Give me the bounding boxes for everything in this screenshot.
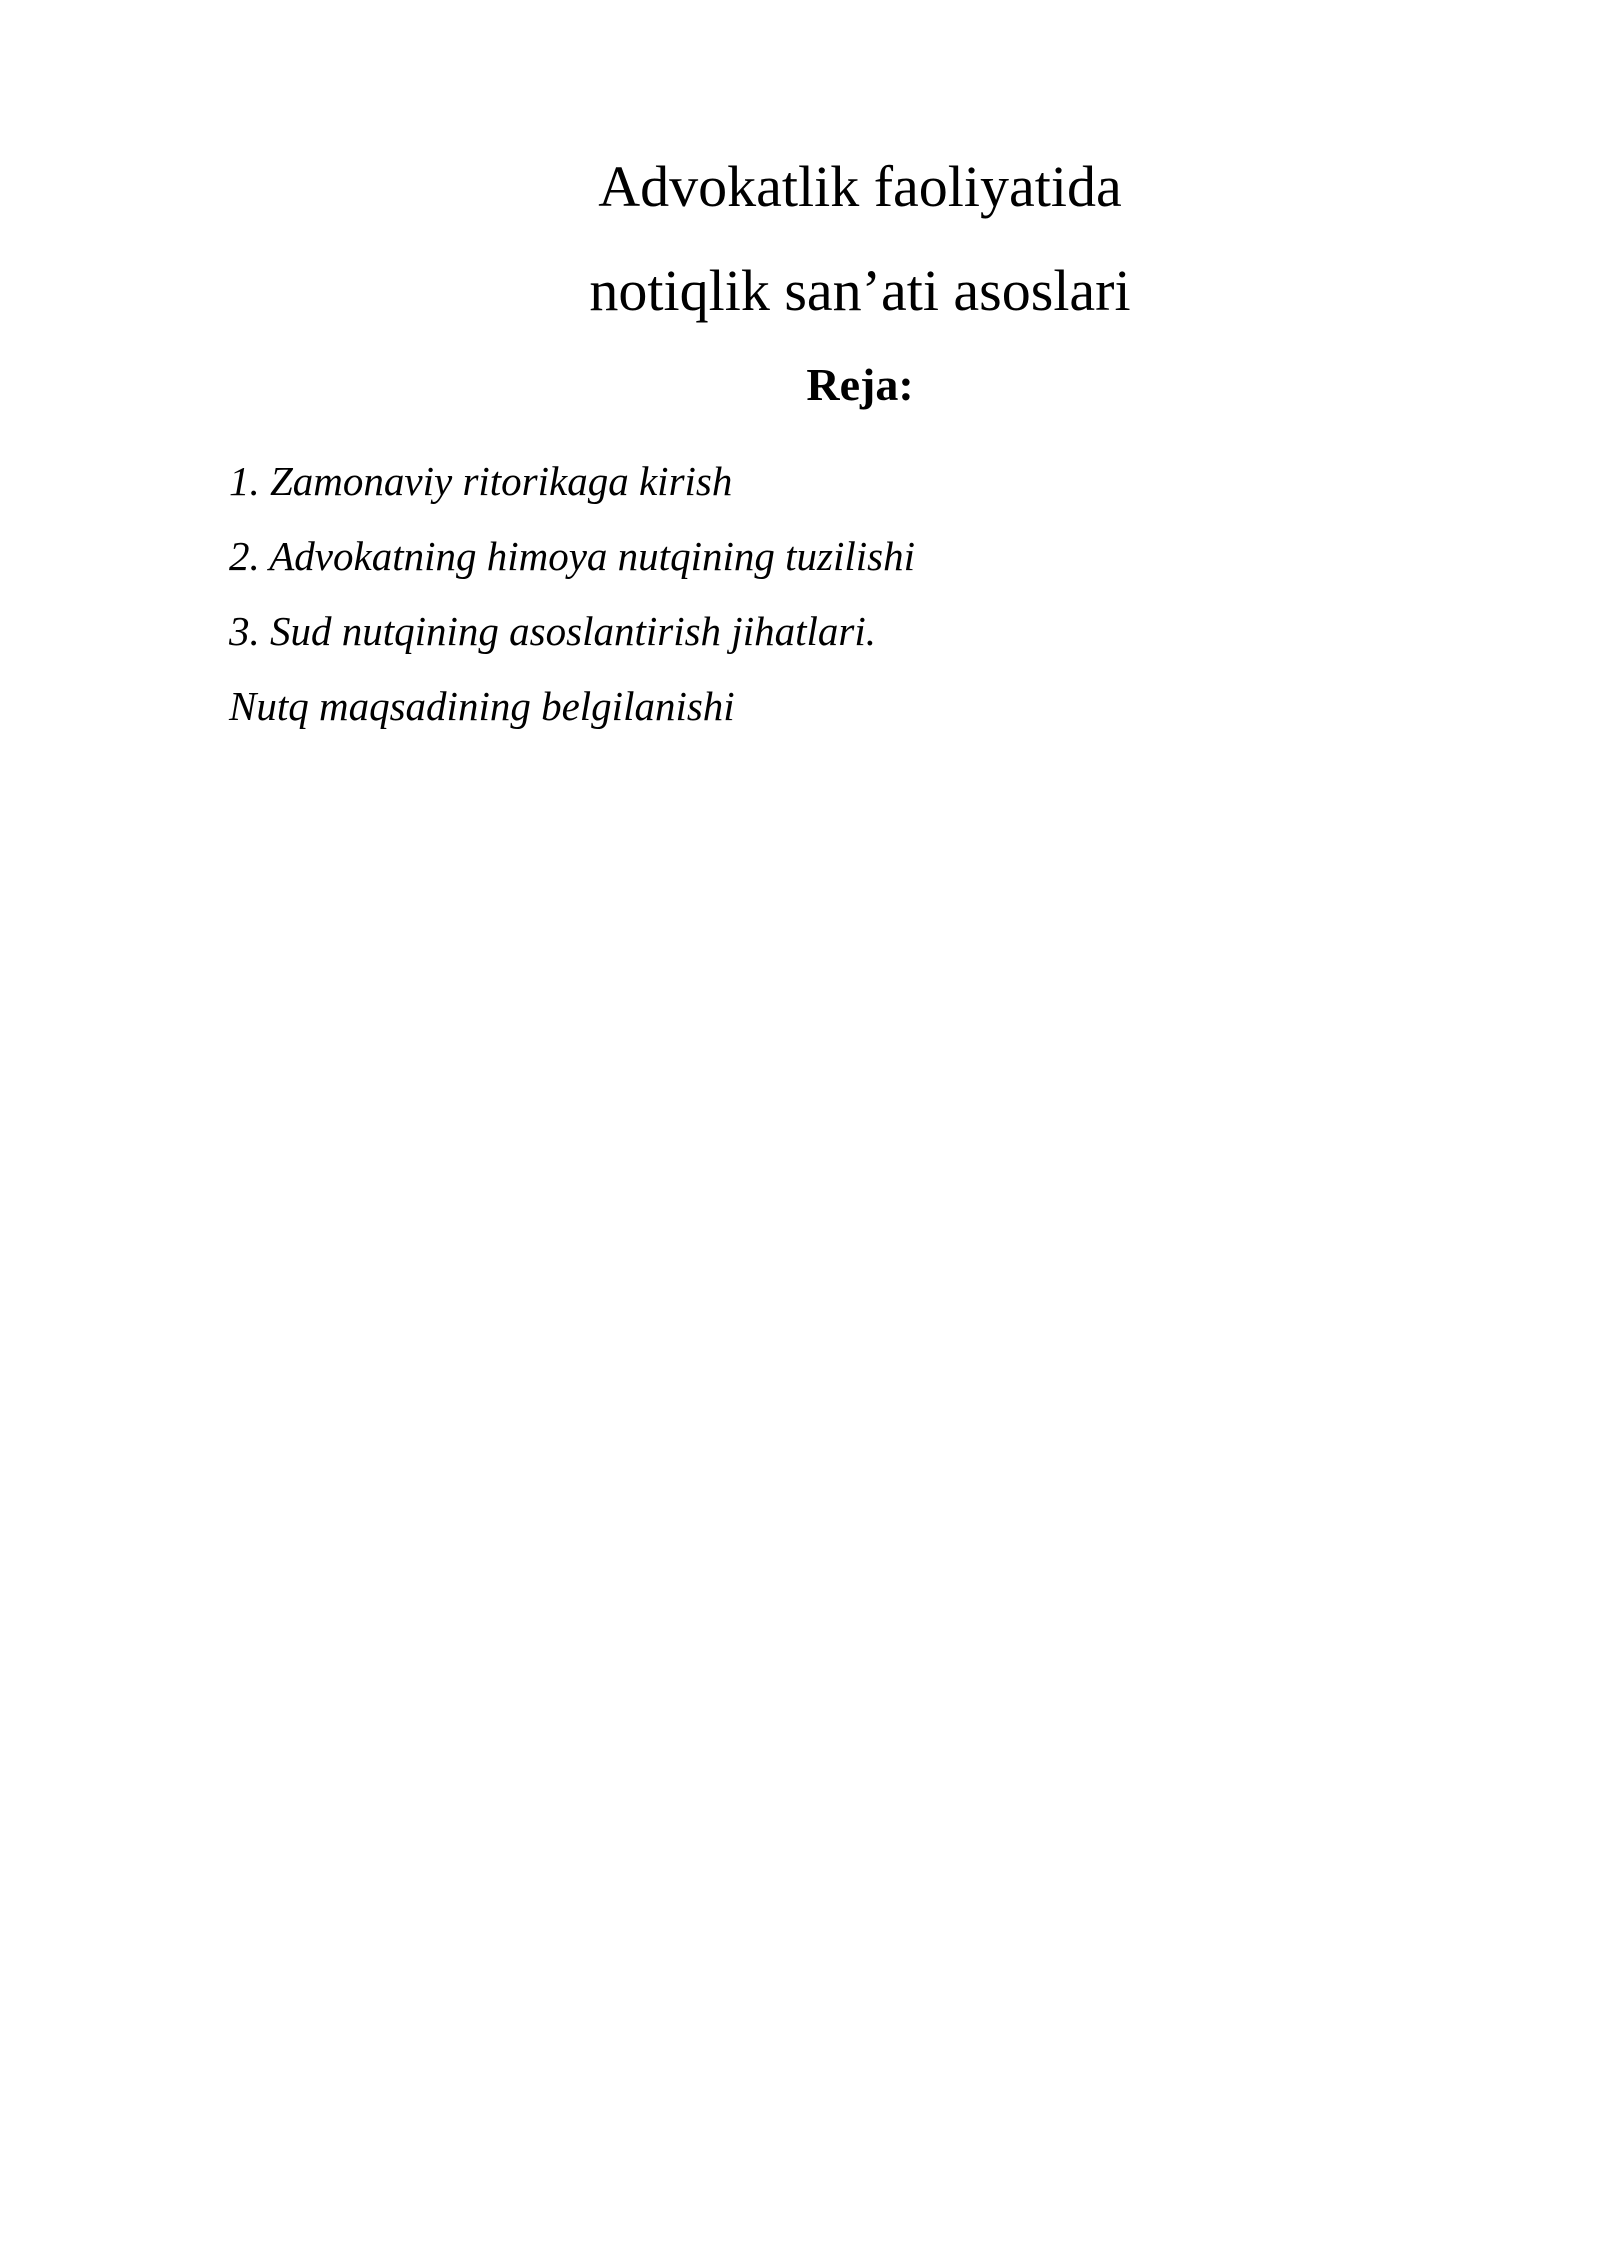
plan-list bbox=[229, 444, 915, 744]
document-title-line-1: Advokatlik faoliyatida bbox=[598, 154, 1122, 219]
plan-item: Nutq maqsadining belgilanishi bbox=[229, 683, 735, 729]
document-title-line-2: notiqlik san’ati asoslari bbox=[589, 258, 1131, 323]
plan-heading: Reja: bbox=[806, 359, 914, 410]
plan-item: 1. Zamonaviy ritorikaga kirish bbox=[229, 458, 733, 504]
plan-item: 3. Sud nutqining asoslantirish jihatlari. bbox=[229, 608, 876, 654]
plan-item: 2. Advokatning himoya nutqining tuzilishi bbox=[229, 533, 915, 579]
